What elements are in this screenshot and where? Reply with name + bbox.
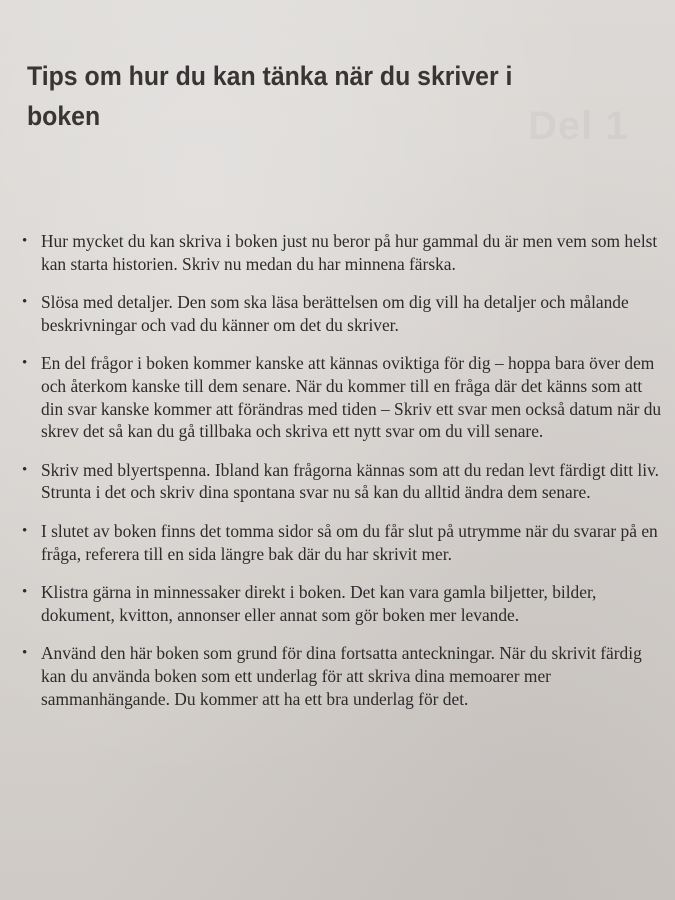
- tip-item: [22, 291, 662, 336]
- tip-item: [22, 459, 662, 504]
- tip-item: [22, 642, 662, 710]
- tip-item: [22, 520, 662, 565]
- tips-list: [22, 230, 662, 726]
- tip-text: Slösa med detaljer. Den som ska läsa berättelsen om dig vill ha detaljer och målande beskrivningar och vad du känner om det du skriver.: [41, 292, 629, 335]
- bullet-icon: •: [22, 233, 28, 249]
- tip-text: En del frågor i boken kommer kanske att kännas oviktiga för dig – hoppa bara över dem och återkom kanske till dem senare. När du kommer till en fråga där det känns som att din svar kanske kommer att förändras med tiden – Skriv ett svar men också datum när du skrev det så kan du gå tillbaka och skriva ett nytt svar om du vill senare.: [41, 353, 662, 442]
- tip-text: Hur mycket du kan skriva i boken just nu beror på hur gammal du är men vem som helst kan starta historien. Skriv nu medan du har minnena färska.: [41, 231, 658, 274]
- tip-text: I slutet av boken finns det tomma sidor så om du får slut på utrymme när du svarar på en fråga, referera till en sida längre bak där du har skrivit mer.: [41, 520, 658, 564]
- tip-text: Skriv med blyertspenna. Ibland kan frågorna kännas som att du redan levt färdigt ditt liv. Strunta i det och skriv dina spontana svar nu så kan du alltid ändra dem senare.: [41, 459, 660, 503]
- tip-text: Klistra gärna in minnessaker direkt i boken. Det kan vara gamla biljetter, bilder, dokument, kvitton, annonser eller annat som gör boken mer levande.: [41, 582, 597, 625]
- bullet-icon: •: [22, 645, 28, 662]
- page-title: Tips om hur du kan tänka när du skriver i boken: [27, 61, 513, 131]
- tip-item: [22, 352, 662, 442]
- tip-text: Använd den här boken som grund för dina fortsatta anteckningar. När du skrivit färdig kan du använda boken som ett underlag för att skriva dina memoarer mer sammanhängande. Du kommer att ha ett bra underlag för det.: [41, 643, 642, 709]
- bullet-icon: •: [22, 461, 28, 478]
- bullet-icon: •: [22, 584, 28, 601]
- bullet-icon: •: [22, 522, 28, 539]
- tip-item: [22, 581, 662, 626]
- bullet-icon: •: [22, 355, 28, 372]
- bullet-icon: •: [22, 294, 28, 311]
- tip-item: [22, 230, 662, 275]
